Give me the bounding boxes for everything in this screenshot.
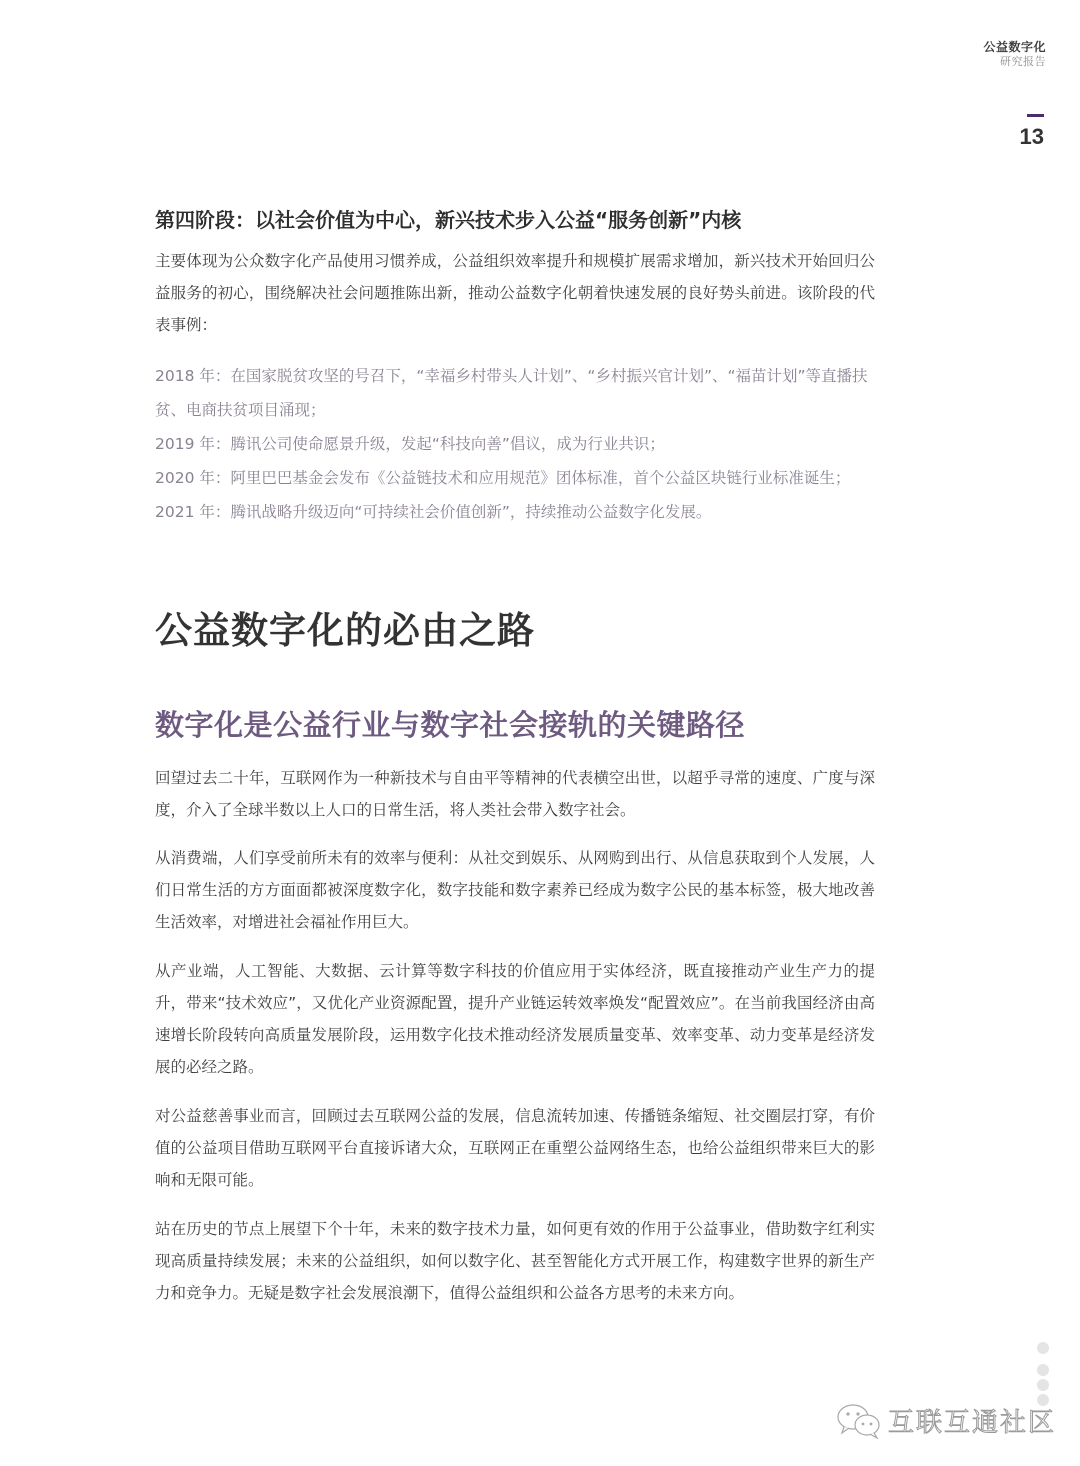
report-brand bbox=[983, 40, 1046, 69]
paragraph: 回望过去二十年，互联网作为一种新技术与自由平等精神的代表横空出世，以超乎寻常的速度、广度与深度，介入了全球半数以上人口的日常生活，将人类社会带入数字社会。 bbox=[155, 769, 875, 819]
paragraph-block bbox=[155, 762, 875, 826]
section-title: 公益数字化的必由之路 bbox=[155, 609, 535, 652]
event-item: 2018 年：在国家脱贫攻坚的号召下，“幸福乡村带头人计划”、“乡村振兴官计划”、“福苗计划”等直播扶贫、电商扶贫项目涌现； bbox=[155, 367, 868, 419]
event-item: 2019 年：腾讯公司使命愿景升级，发起“科技向善”倡议，成为行业共识； bbox=[155, 435, 665, 453]
paragraph-block bbox=[155, 1213, 875, 1309]
paragraph-block bbox=[155, 1100, 875, 1196]
stage-intro-block bbox=[155, 245, 875, 341]
stage-intro: 主要体现为公众数字化产品使用习惯养成，公益组织效率提升和规模扩展需求增加，新兴技术开始回归公益服务的初心，围绕解决社会问题推陈出新，推动公益数字化朝着快速发展的良好势头前进。该阶段的代表事例： bbox=[155, 252, 875, 334]
paragraph: 从消费端，人们享受前所未有的效率与便利：从社交到娱乐、从网购到出行、从信息获取到个人发展，人们日常生活的方方面面都被深度数字化，数字技能和数字素养已经成为数字公民的基本标签，极大地改善生活效率，对增进社会福祉作用巨大。 bbox=[155, 849, 875, 931]
wechat-icon bbox=[836, 1403, 882, 1439]
watermark bbox=[836, 1402, 1056, 1439]
page-number: 13 bbox=[1019, 124, 1044, 149]
watermark-text: 互联互通社区 bbox=[888, 1408, 1057, 1438]
page-accent-bar bbox=[1027, 114, 1044, 117]
dot bbox=[1037, 1379, 1049, 1391]
dot bbox=[1037, 1342, 1049, 1354]
paragraph-block bbox=[155, 842, 875, 938]
paragraph: 对公益慈善事业而言，回顾过去互联网公益的发展，信息流转加速、传播链条缩短、社交圈层打穿，有价值的公益项目借助互联网平台直接诉诸大众，互联网正在重塑公益网络生态，也给公益组织带来巨大的影响和无限可能。 bbox=[155, 1107, 875, 1189]
event-item: 2021 年：腾讯战略升级迈向“可持续社会价值创新”，持续推动公益数字化发展。 bbox=[155, 503, 712, 521]
paragraph: 从产业端，人工智能、大数据、云计算等数字科技的价值应用于实体经济，既直接推动产业生产力的提升，带来“技术效应”，又优化产业资源配置，提升产业链运转效率焕发“配置效应”。在当前我国经济由高速增长阶段转向高质量发展阶段，运用数字化技术推动经济发展质量变革、效率变革、动力变革是经济发展的必经之路。 bbox=[155, 962, 875, 1076]
paragraph-block bbox=[155, 955, 875, 1083]
stage-events bbox=[155, 359, 875, 529]
decorative-dots bbox=[1037, 1342, 1049, 1409]
stage-title: 第四阶段：以社会价值为中心，新兴技术步入公益“服务创新”内核 bbox=[155, 208, 742, 232]
brand-title: 公益数字化 bbox=[983, 40, 1046, 54]
paragraph: 站在历史的节点上展望下个十年，未来的数字技术力量，如何更有效的作用于公益事业，借助数字红利实现高质量持续发展；未来的公益组织，如何以数字化、甚至智能化方式开展工作，构建数字世界的新生产力和竞争力。无疑是数字社会发展浪潮下，值得公益组织和公益各方思考的未来方向。 bbox=[155, 1220, 875, 1302]
section-subtitle: 数字化是公益行业与数字社会接轨的关键路径 bbox=[155, 708, 746, 742]
event-item: 2020 年：阿里巴巴基金会发布《公益链技术和应用规范》团体标准，首个公益区块链行业标准诞生； bbox=[155, 469, 851, 487]
dot bbox=[1037, 1364, 1049, 1376]
brand-subtitle: 研究报告 bbox=[1000, 55, 1046, 68]
